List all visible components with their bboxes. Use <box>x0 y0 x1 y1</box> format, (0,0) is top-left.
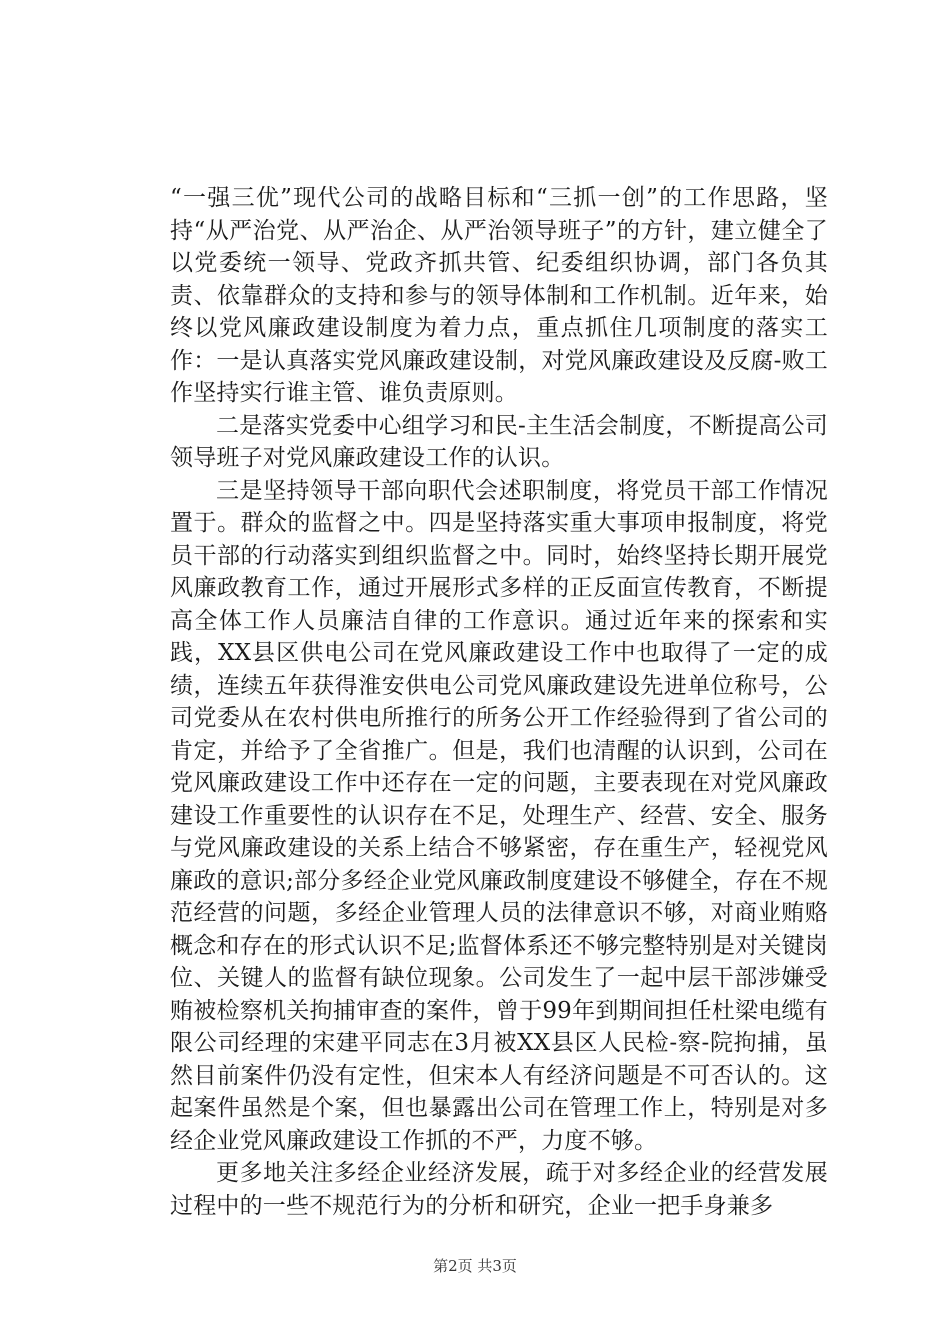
paragraph-3: 三是坚持领导干部向职代会述职制度，将党员干部工作情况置于。群众的监督之中。四是坚持落实重大事项申报制度，将党员干部的行动落实到组织监督之中。同时，始终坚持长期开展党风廉政教育工作，通过开展形式多样的正反面宣传教育，不断提高全体工作人员廉洁自律的工作意识。通过近年来的探索和实践，XX县区供电公司在党风廉政建设工作中也取得了一定的成绩，连续五年获得淮安供电公司党风廉政建设先进单位称号，公司党委从在农村供电所推行的所务公开工作经验得到了省公司的肯定，并给予了全省推广。但是，我们也清醒的认识到，公司在党风廉政建设工作中还存在一定的问题，主要表现在对党风廉政建设工作重要性的认识存在不足，处理生产、经营、安全、服务与党风廉政建设的关系上结合不够紧密，存在重生产，轻视党风廉政的意识;部分多经企业党风廉政制度建设不够健全，存在不规范经营的问题，多经企业管理人员的法律意识不够，对商业贿赂概念和存在的形式认识不足;监督体系还不够完整特别是对关键岗位、关键人的监督有缺位现象。公司发生了一起中层干部涉嫌受贿被检察机关拘捕审查的案件，曾于99年到期间担任杜梁电缆有限公司经理的宋建平同志在3月被XX县区人民检-察-院拘捕，虽然目前案件仍没有定性，但宋本人有经济问题是不可否认的。这起案件虽然是个案，但也暴露出公司在管理工作上，特别是对多经企业党风廉政建设工作抓的不严，力度不够。 <box>170 477 828 1154</box>
paragraph-1: “一强三优”现代公司的战略目标和“三抓一创”的工作思路，坚持“从严治党、从严治企、从严治领导班子”的方针，建立健全了以党委统一领导、党政齐抓共管、纪委组织协调，部门各负其责、依靠群众的支持和参与的领导体制和工作机制。近年来，始终以党风廉政建设制度为着力点，重点抓住几项制度的落实工作：一是认真落实党风廉政建设制，对党风廉政建设及反腐-败工作坚持实行谁主管、谁负责原则。 <box>170 185 828 406</box>
body-text <box>170 182 828 1222</box>
paragraph-4: 更多地关注多经企业经济发展，疏于对多经企业的经营发展过程中的一些不规范行为的分析和研究，企业一把手身兼多 <box>170 1160 828 1219</box>
paragraph-2: 二是落实党委中心组学习和民-主生活会制度，不断提高公司领导班子对党风廉政建设工作的认识。 <box>170 412 828 471</box>
page-number-footer: 第2页 共3页 <box>433 1257 517 1275</box>
